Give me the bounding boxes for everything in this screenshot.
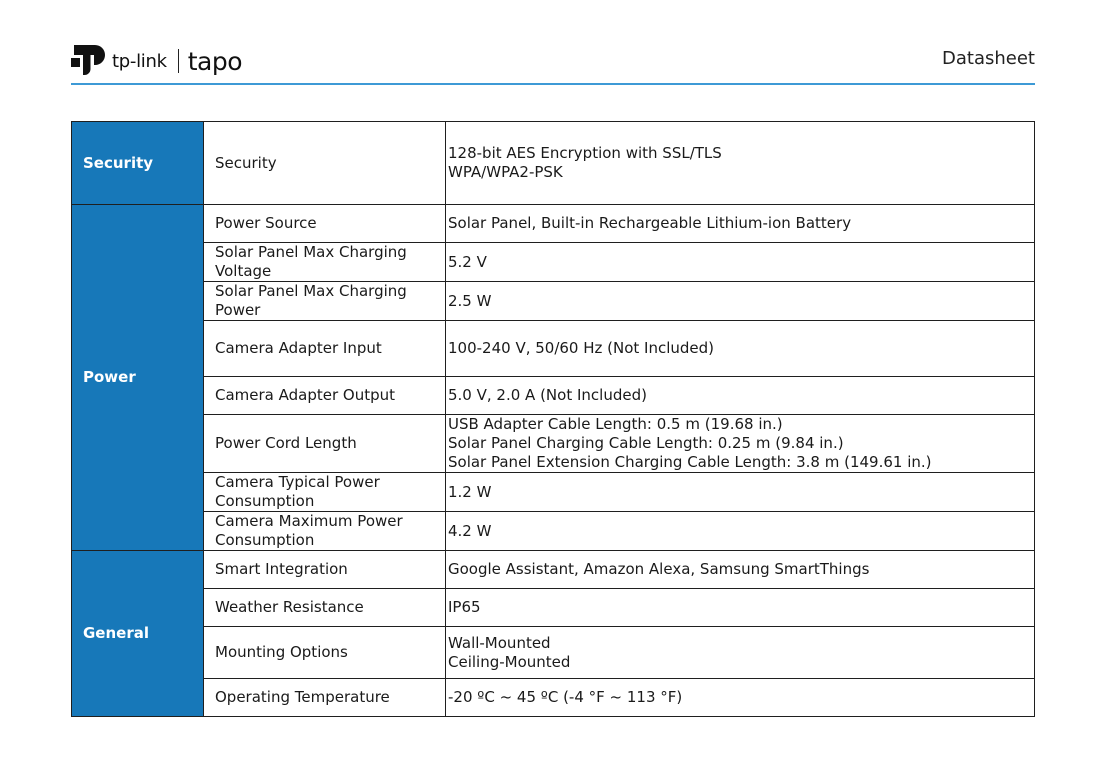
- header-divider: [71, 83, 1035, 85]
- spec-value-line: 100-240 V, 50/60 Hz (Not Included): [448, 339, 715, 357]
- brand-tplink-text: tp-link: [112, 50, 167, 72]
- brand-tapo-text: tapo: [187, 46, 243, 76]
- page-header: [71, 38, 1035, 84]
- spec-value: [446, 122, 1035, 205]
- spec-row: [72, 589, 1035, 627]
- spec-row: [72, 122, 1035, 205]
- spec-label: Smart Integration: [204, 551, 446, 589]
- spec-value-line: 128-bit AES Encryption with SSL/TLS: [448, 144, 722, 162]
- spec-table: [71, 121, 1035, 717]
- spec-value-line: Wall-Mounted: [448, 633, 551, 652]
- spec-row: [72, 473, 1035, 512]
- spec-category-general: General: [72, 551, 204, 717]
- spec-category-power: Power: [72, 205, 204, 551]
- spec-row: [72, 551, 1035, 589]
- spec-value: [446, 205, 1035, 243]
- spec-value: [446, 679, 1035, 717]
- spec-value-line: WPA/WPA2-PSK: [448, 163, 563, 181]
- spec-row: [72, 243, 1035, 282]
- spec-value: [446, 551, 1035, 589]
- spec-value-line: 4.2 W: [448, 521, 492, 540]
- spec-value-line: 2.5 W: [448, 291, 492, 310]
- spec-value-line: USB Adapter Cable Length: 0.5 m (19.68 in.): [448, 415, 783, 433]
- spec-row: [72, 512, 1035, 551]
- spec-label: Mounting Options: [204, 627, 446, 679]
- spec-row: [72, 205, 1035, 243]
- spec-label: Solar Panel Max Charging Power: [204, 282, 446, 321]
- spec-value: [446, 243, 1035, 282]
- spec-label: Solar Panel Max Charging Voltage: [204, 243, 446, 282]
- spec-label: Security: [204, 122, 446, 205]
- spec-value: [446, 321, 1035, 377]
- spec-label: Camera Typical Power Consumption: [204, 473, 446, 512]
- spec-value-line: Solar Panel, Built-in Rechargeable Lithium-ion Battery: [448, 214, 852, 232]
- spec-value-line: IP65: [448, 598, 481, 616]
- spec-label: Camera Adapter Output: [204, 377, 446, 415]
- spec-row: [72, 377, 1035, 415]
- spec-label: Operating Temperature: [204, 679, 446, 717]
- spec-label: Camera Maximum Power Consumption: [204, 512, 446, 551]
- spec-row: [72, 679, 1035, 717]
- spec-category-security: Security: [72, 122, 204, 205]
- spec-label: Power Cord Length: [204, 415, 446, 473]
- spec-label: Camera Adapter Input: [204, 321, 446, 377]
- spec-label: Power Source: [204, 205, 446, 243]
- spec-value-line: Ceiling-Mounted: [448, 652, 571, 671]
- spec-value: [446, 473, 1035, 512]
- spec-row: [72, 282, 1035, 321]
- spec-value-line: 1.2 W: [448, 482, 492, 501]
- spec-row: [72, 627, 1035, 679]
- spec-label: Weather Resistance: [204, 589, 446, 627]
- spec-value: [446, 377, 1035, 415]
- spec-row: [72, 321, 1035, 377]
- spec-value-line: 5.2 V: [448, 252, 487, 271]
- document-type: Datasheet: [942, 48, 1035, 69]
- spec-value: [446, 282, 1035, 321]
- tplink-logo-icon: [71, 42, 107, 80]
- brand-divider: [178, 49, 179, 73]
- spec-value-line: Google Assistant, Amazon Alexa, Samsung SmartThings: [448, 560, 870, 578]
- spec-value-line: Solar Panel Extension Charging Cable Length: 3.8 m (149.61 in.): [448, 453, 932, 471]
- spec-value-line: Solar Panel Charging Cable Length: 0.25 m (9.84 in.): [448, 434, 844, 452]
- spec-value: [446, 627, 1035, 679]
- spec-row: [72, 415, 1035, 473]
- spec-value: [446, 415, 1035, 473]
- spec-value-line: 5.0 V, 2.0 A (Not Included): [448, 386, 647, 404]
- spec-value-line: -20 ºC ~ 45 ºC (-4 °F ~ 113 °F): [448, 688, 683, 706]
- spec-value: [446, 589, 1035, 627]
- spec-value: [446, 512, 1035, 551]
- brand-logo: [71, 40, 242, 82]
